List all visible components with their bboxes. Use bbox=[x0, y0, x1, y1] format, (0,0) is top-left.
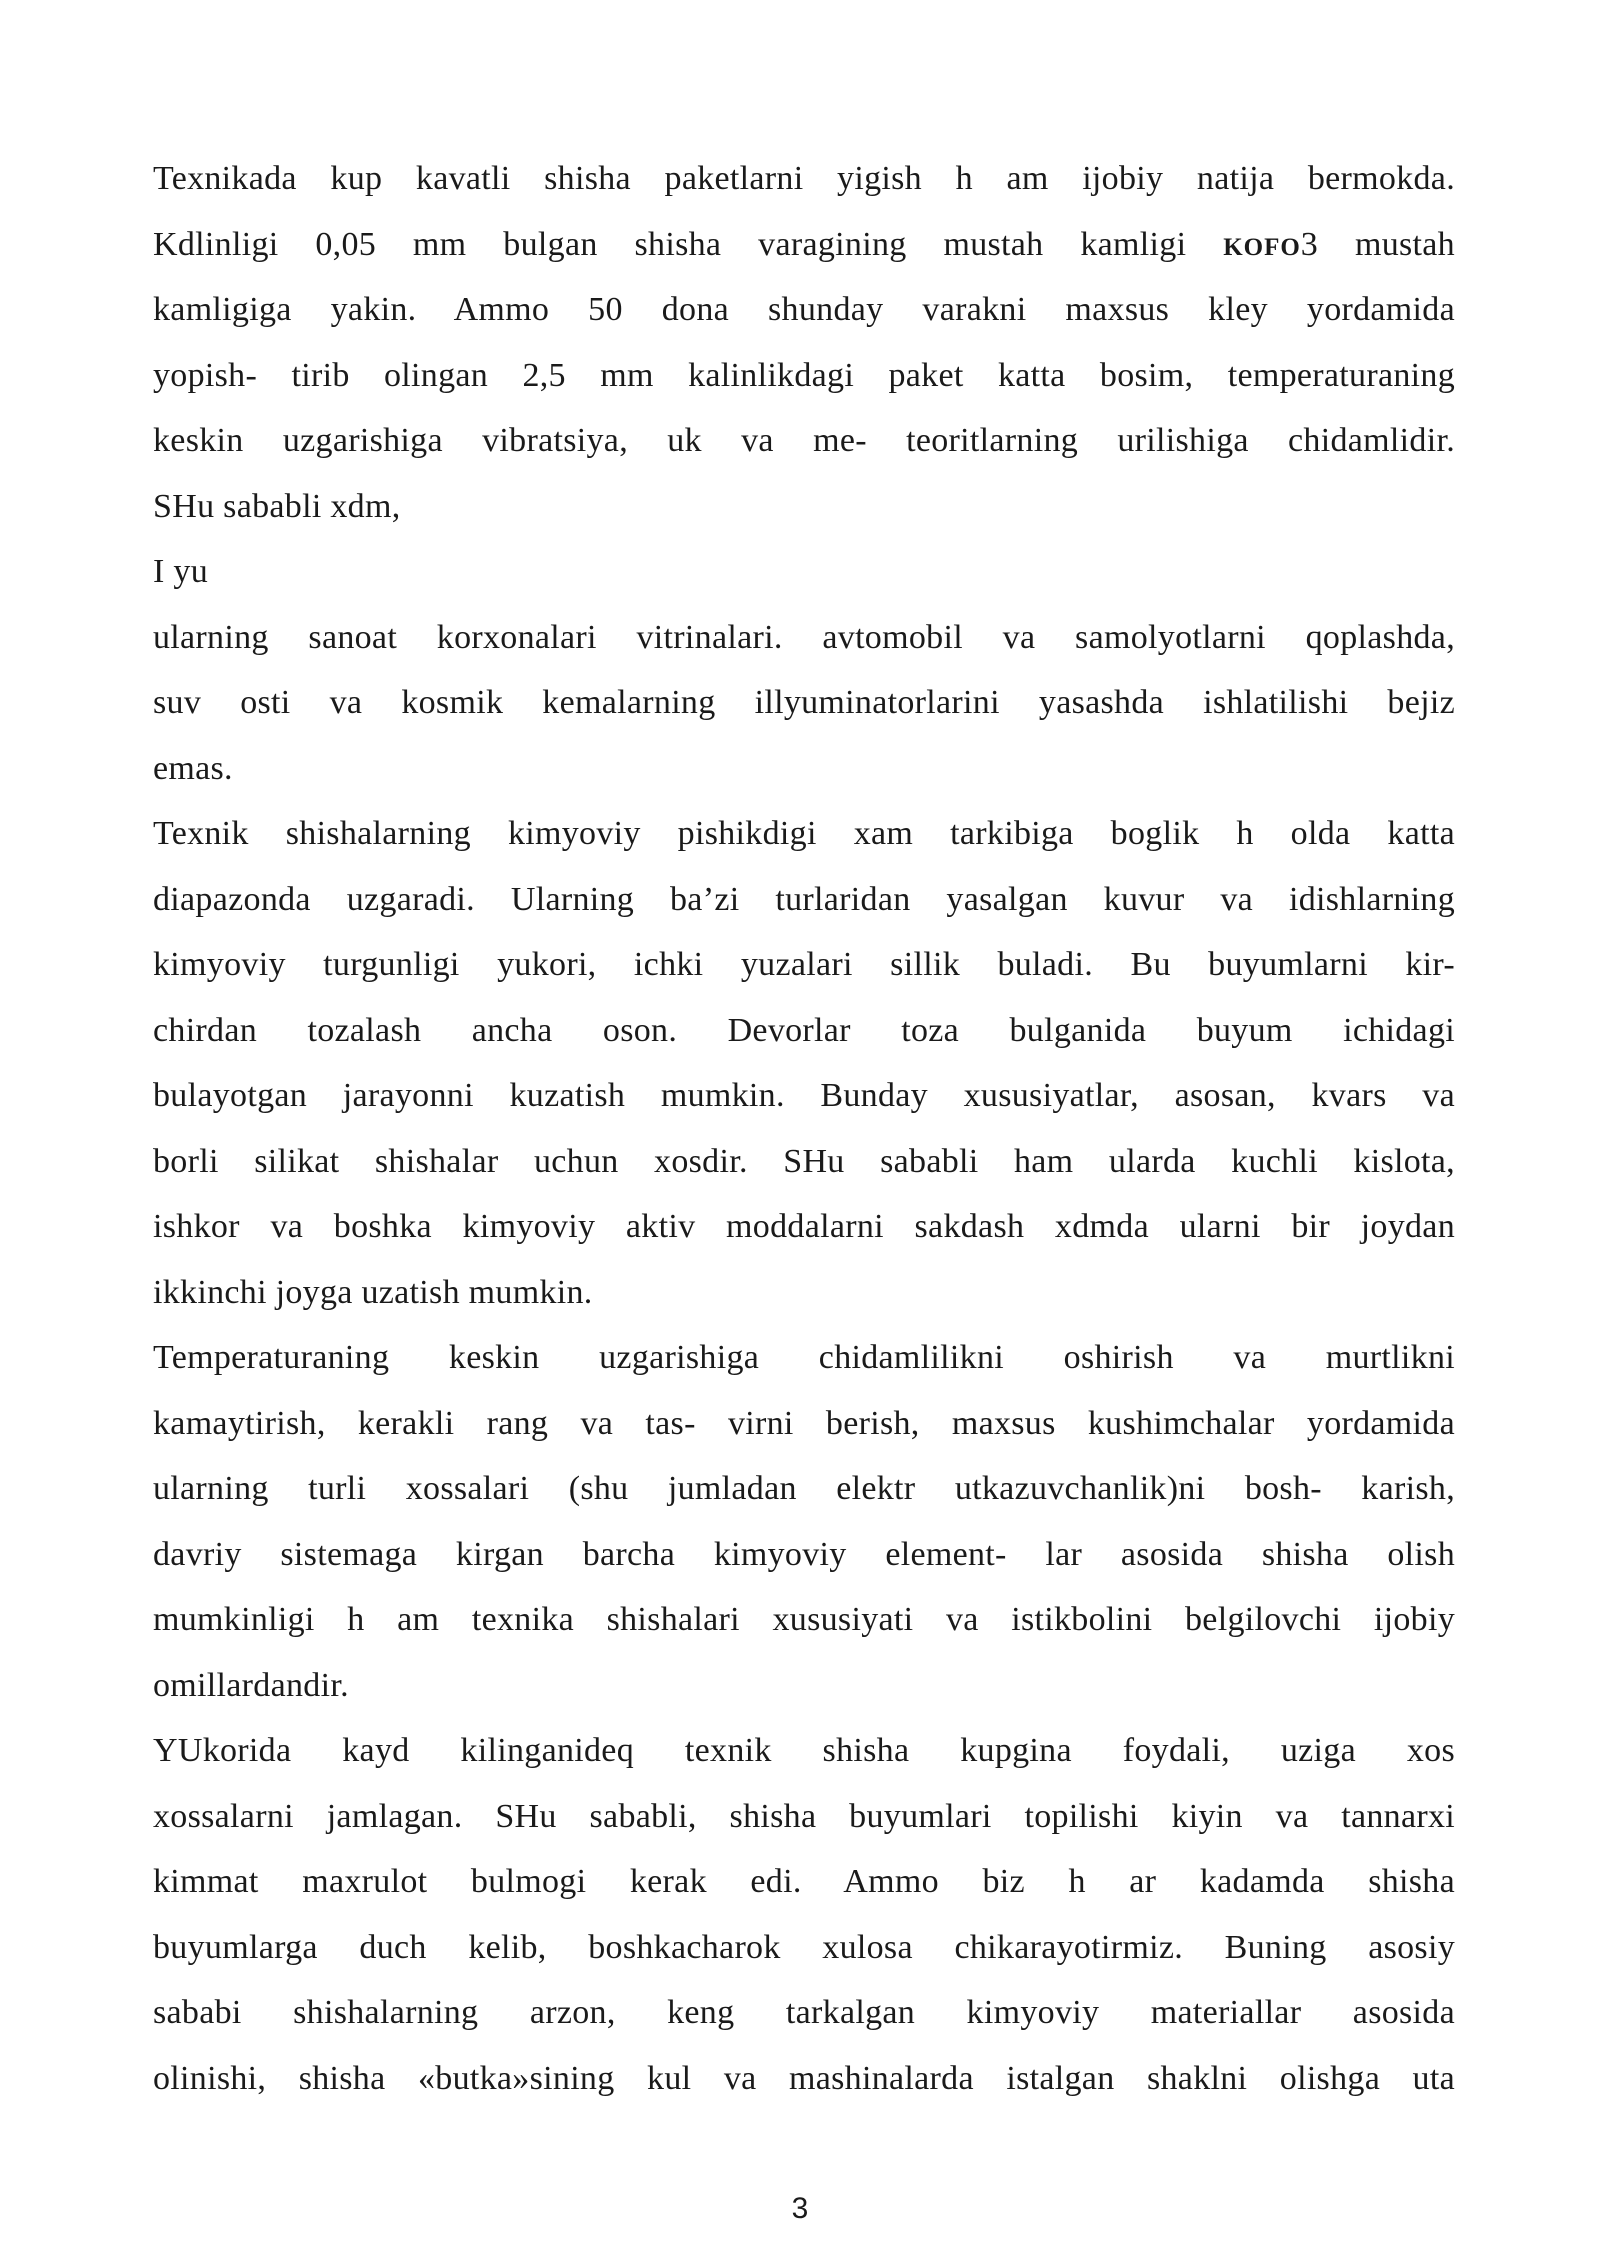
text-line-19: Temperaturaning keskin uzgarishiga chidamlilikni oshirish va murtlikni bbox=[153, 1339, 1455, 1376]
text-line-10: emas. bbox=[153, 749, 233, 787]
text-line-14: chirdan tozalash ancha oson. Devorlar toza bulganida buyum ichidagi bbox=[153, 1011, 1455, 1049]
text-line-2 bbox=[153, 212, 1455, 278]
text-line-25: YUkorida kayd kilinganideq texnik shisha kupgina foydali, uziga xos bbox=[153, 1732, 1455, 1769]
text-line-17: ishkor va boshka kimyoviy aktiv moddalarni sakdash xdmda ularni bir joydan bbox=[153, 1208, 1455, 1245]
text-segment: Kdlinligi 0,05 mm bulgan shisha varagining mustah kamligi bbox=[153, 225, 1224, 263]
text-line-4: yopish- tirib olingan 2,5 mm kalinlikdagi paket katta bosim, temperaturaning bbox=[153, 356, 1455, 394]
text-segment: 3 mustah bbox=[1300, 225, 1455, 263]
text-line-21: ularning turli xossalari (shu jumladan elektr utkazuvchanlik)ni bosh- karish, bbox=[153, 1470, 1455, 1507]
text-line-15: bulayotgan jarayonni kuzatish mumkin. Bunday xususiyatlar, asosan, kvars va bbox=[153, 1077, 1455, 1114]
text-line-16: borli silikat shishalar uchun xosdir. SHu sababli ham ularda kuchli kislota, bbox=[153, 1142, 1455, 1180]
text-line-3: kamligiga yakin. Ammo 50 dona shunday varakni maxsus kley yordamida bbox=[153, 291, 1455, 328]
text-line-30: olinishi, shisha «butka»sining kul va mashinalarda istalgan shaklni olishga uta bbox=[153, 2059, 1455, 2097]
text-line-29: sababi shishalarning arzon, keng tarkalgan kimyoviy materiallar asosida bbox=[153, 1994, 1455, 2031]
text-line-7: I yu bbox=[153, 553, 209, 590]
text-line-20: kamaytirish, kerakli rang va tas- virni berish, maxsus kushimchalar yordamida bbox=[153, 1404, 1455, 1442]
text-line-24: omillardandir. bbox=[153, 1666, 349, 1704]
text-line-9: suv osti va kosmik kemalarning illyuminatorlarini yasashda ishlatilishi bejiz bbox=[153, 684, 1455, 721]
text-line-12: diapazonda uzgaradi. Ularning ba’zi turlaridan yasalgan kuvur va idishlarning bbox=[153, 880, 1455, 918]
text-line-6: SHu sababli xdm, bbox=[153, 487, 401, 525]
text-line-11: Texnik shishalarning kimyoviy pishikdigi xam tarkibiga boglik h olda katta bbox=[153, 815, 1455, 852]
text-line-8: ularning sanoat korxonalari vitrinalari. avtomobil va samolyotlarni qoplashda, bbox=[153, 618, 1455, 656]
text-line-1: Texnikada kup kavatli shisha paketlarni yigish h am ijobiy natija bermokda. bbox=[153, 160, 1455, 197]
text-line-22: davriy sistemaga kirgan barcha kimyoviy element- lar asosida shisha olish bbox=[153, 1535, 1455, 1573]
text-line-27: kimmat maxrulot bulmogi kerak edi. Ammo biz h ar kadamda shisha bbox=[153, 1863, 1455, 1900]
text-line-23: mumkinligi h am texnika shishalari xususiyati va istikbolini belgilovchi ijobiy bbox=[153, 1601, 1455, 1638]
bold-term: KOFO bbox=[1223, 233, 1301, 261]
text-line-5: keskin uzgarishiga vibratsiya, uk va me- teoritlarning urilishiga chidamlidir. bbox=[153, 422, 1455, 459]
text-line-26: xossalarni jamlagan. SHu sababli, shisha buyumlari topilishi kiyin va tannarxi bbox=[153, 1797, 1455, 1835]
document-body bbox=[153, 146, 1455, 2111]
page-number: 3 bbox=[791, 2192, 809, 2225]
text-line-13: kimyoviy turgunligi yukori, ichki yuzalari sillik buladi. Bu buyumlarni kir- bbox=[153, 946, 1455, 983]
text-line-28: buyumlarga duch kelib, boshkacharok xulosa chikarayotirmiz. Buning asosiy bbox=[153, 1928, 1455, 1966]
text-line-18: ikkinchi joyga uzatish mumkin. bbox=[153, 1273, 593, 1311]
